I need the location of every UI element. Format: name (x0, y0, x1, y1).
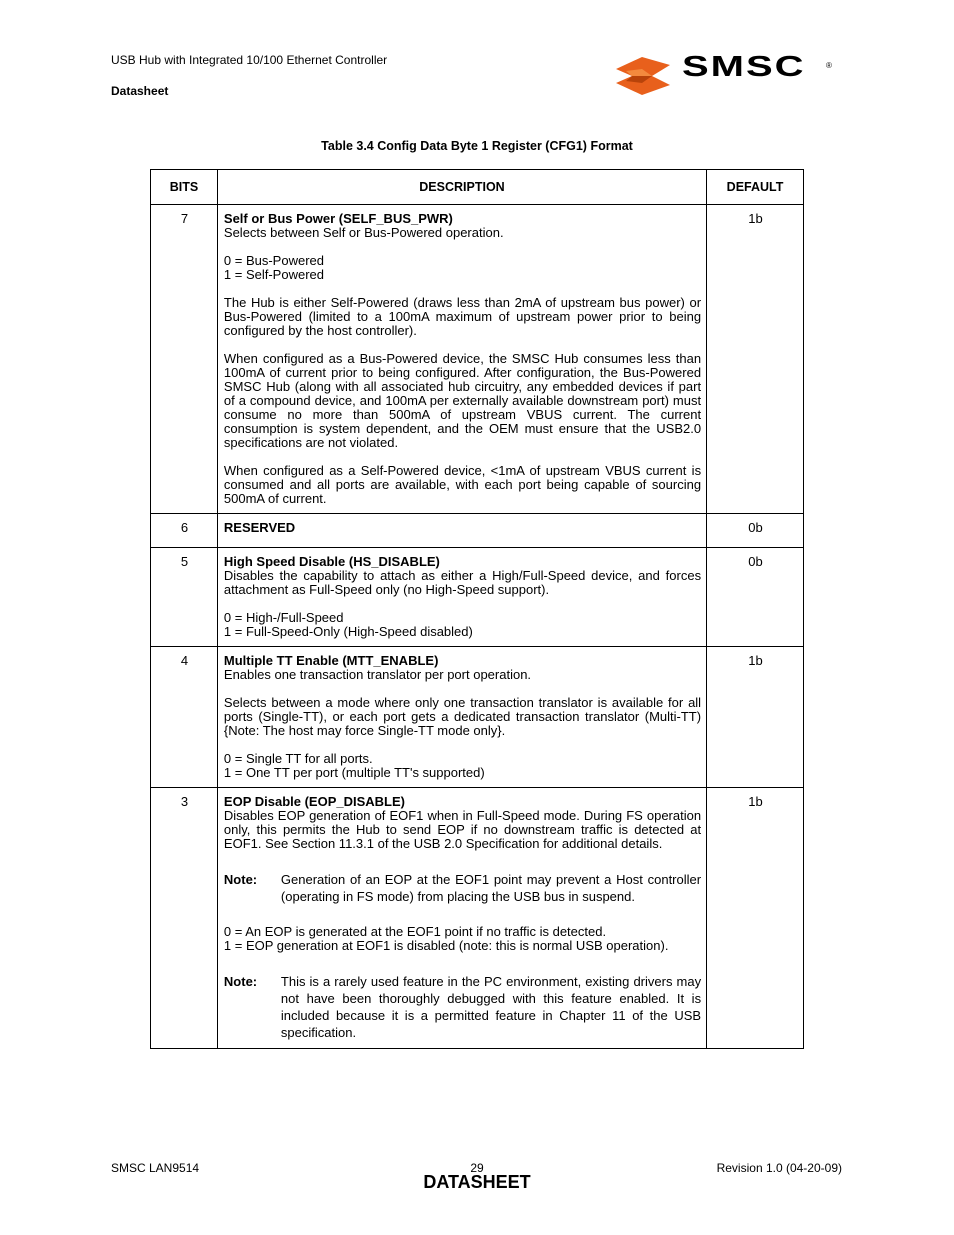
bits-cell: 3 (151, 788, 218, 1049)
register-table (150, 169, 804, 1049)
field-name: Multiple TT Enable (MTT_ENABLE) (223, 653, 439, 668)
description-paragraph: The Hub is either Self-Powered (draws less than 2mA of upstream bus power) or Bus-Powered (limited to a 100mA maximum of upstream power prior to being configured by the host controller). (223, 295, 702, 338)
value-list (224, 925, 701, 953)
registered-mark: ® (826, 61, 832, 70)
default-cell: 0b (707, 514, 804, 548)
bits-cell: 4 (151, 647, 218, 788)
description-cell (217, 205, 706, 514)
footer-revision: Revision 1.0 (04-20-09) (716, 1161, 842, 1175)
note-text: Generation of an EOP at the EOF1 point may prevent a Host controller (operating in FS mode) from placing the USB bus in suspend. (280, 872, 702, 904)
bits-cell: 6 (151, 514, 218, 548)
description-paragraph: When configured as a Self-Powered device, <1mA of upstream VBUS current is consumed and all ports are available, with each port being capable of sourcing 500mA of current. (223, 463, 702, 506)
note-label: Note: (223, 872, 258, 887)
field-intro: Disables the capability to attach as either a High/Full-Speed device, and forces attachment as Full-Speed only (no High-Speed support). (223, 568, 702, 597)
table-row (151, 647, 804, 788)
header-bits: BITS (151, 170, 218, 205)
field-name: RESERVED (223, 520, 296, 535)
field-name: Self or Bus Power (SELF_BUS_PWR) (223, 211, 453, 226)
bits-cell: 5 (151, 548, 218, 647)
note-text: This is a rarely used feature in the PC environment, existing drivers may not have been thoroughly debugged with this feature enabled. It is included because it is a permitted feature in Chapter 11 of the USB specification. (280, 974, 702, 1040)
default-cell: 0b (707, 548, 804, 647)
table-row (151, 514, 804, 548)
note-block (224, 871, 701, 905)
default-cell: 1b (707, 205, 804, 514)
table-row (151, 205, 804, 514)
value-item: 0 = Single TT for all ports. (223, 751, 373, 766)
default-cell: 1b (707, 788, 804, 1049)
description-cell (217, 647, 706, 788)
table-row (151, 548, 804, 647)
smsc-logo (612, 51, 840, 99)
document-type: Datasheet (111, 84, 169, 98)
field-intro: Disables EOP generation of EOF1 when in Full-Speed mode. During FS operation only, this permits the Hub to send EOP if no downstream traffic is detected at EOF1. See Section 11.3.1 of the USB 2.0 Specification for additional details. (223, 808, 702, 851)
value-list (224, 611, 701, 639)
smsc-logo-icon (612, 55, 674, 97)
value-item: 1 = EOP generation at EOF1 is disabled (note: this is normal USB operation). (223, 938, 669, 953)
note-block (224, 973, 701, 1041)
field-intro: Enables one transaction translator per port operation. (223, 667, 532, 682)
value-item: 1 = Self-Powered (223, 267, 324, 282)
description-cell (217, 788, 706, 1049)
document-title: USB Hub with Integrated 10/100 Ethernet Controller (111, 53, 388, 67)
table-header-row (151, 170, 804, 205)
table-caption: Table 3.4 Config Data Byte 1 Register (CFG1) Format (321, 139, 633, 153)
footer-product: SMSC LAN9514 (111, 1161, 200, 1175)
value-list (224, 254, 701, 282)
header-default: DEFAULT (707, 170, 804, 205)
logo-wordmark: SMSC (682, 51, 806, 83)
value-item: 1 = One TT per port (multiple TT's supported) (223, 765, 485, 780)
field-name: EOP Disable (EOP_DISABLE) (223, 794, 405, 809)
page-number: 29 (470, 1161, 484, 1175)
bits-cell: 7 (151, 205, 218, 514)
table-row (151, 788, 804, 1049)
description-paragraph: When configured as a Bus-Powered device, the SMSC Hub consumes less than 100mA of current prior to being configured. After configuration, the Bus-Powered SMSC Hub (along with all associated hub circuitry, any embedded devices if part of a compound device, and 100mA per externally available downstream port) must consume no more than 500mA of upstream VBUS current. The current consumption is system dependent, and the OEM must ensure that the USB2.0 specifications are not violated. (223, 351, 702, 450)
description-cell (217, 514, 706, 548)
header-description: DESCRIPTION (217, 170, 706, 205)
value-list (224, 752, 701, 780)
description-paragraph: Selects between a mode where only one transaction translator is available for all ports (Single-TT), or each port gets a dedicated transaction translator (Multi-TT) {Note: The host may force Single-TT mode only}. (223, 695, 702, 738)
value-item: 0 = An EOP is generated at the EOF1 point if no traffic is detected. (223, 924, 607, 939)
default-cell: 1b (707, 647, 804, 788)
field-intro: Selects between Self or Bus-Powered operation. (223, 225, 504, 240)
value-item: 1 = Full-Speed-Only (High-Speed disabled) (223, 624, 473, 639)
field-name: High Speed Disable (HS_DISABLE) (223, 554, 440, 569)
value-item: 0 = High-/Full-Speed (223, 610, 344, 625)
footer-datasheet-label: DATASHEET (423, 1172, 531, 1192)
value-item: 0 = Bus-Powered (223, 253, 324, 268)
description-cell (217, 548, 706, 647)
note-label: Note: (223, 974, 258, 989)
